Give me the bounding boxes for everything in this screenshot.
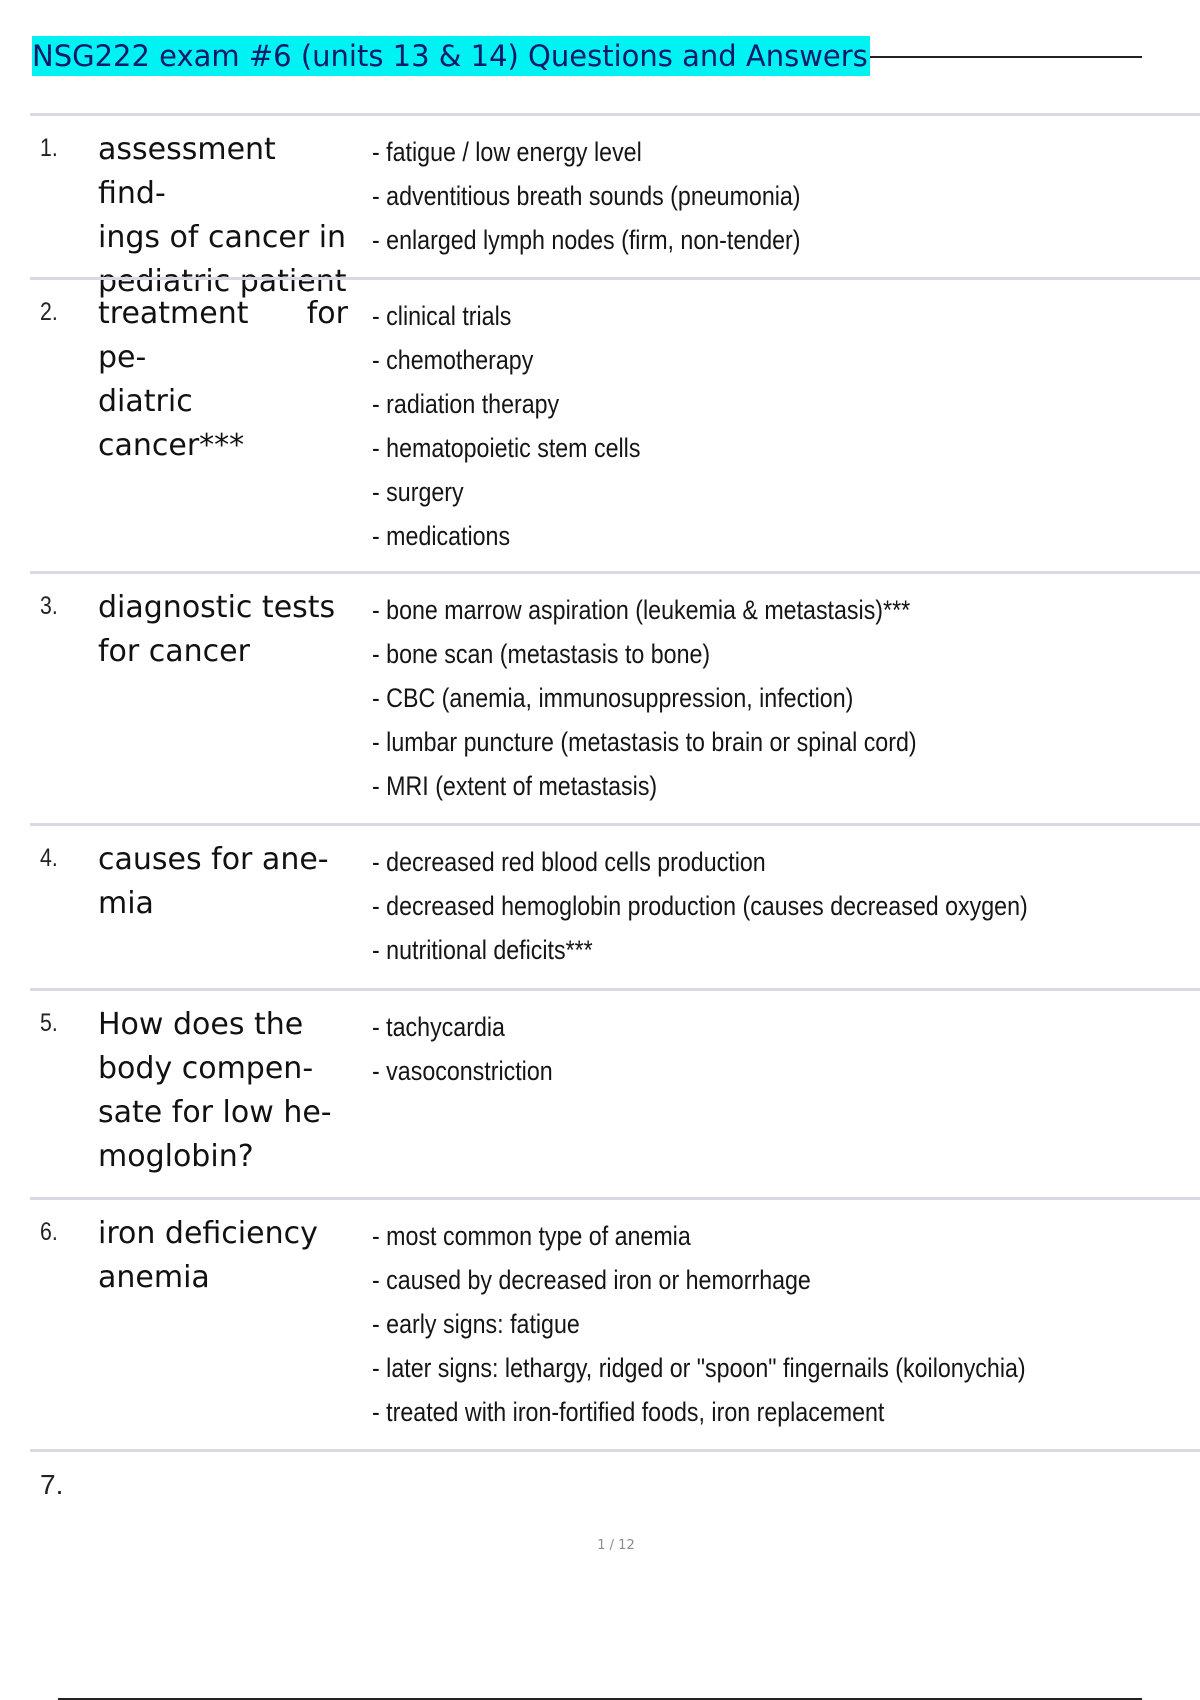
qa-row: [30, 571, 1200, 823]
answer-item: - hematopoietic stem cells: [372, 433, 641, 463]
row-number: 5.: [40, 1009, 58, 1037]
answer-list: [372, 130, 1192, 262]
row-number: 1.: [40, 134, 58, 162]
answer-item: - enlarged lymph nodes (firm, non-tender): [372, 225, 801, 255]
answer-item: - CBC (anemia, immunosuppression, infection): [372, 683, 854, 713]
answer-list: [372, 1214, 1192, 1434]
answer-item: - caused by decreased iron or hemorrhage: [372, 1265, 811, 1295]
answer-item: - MRI (extent of metastasis): [372, 771, 658, 801]
row-divider: [30, 1449, 1200, 1452]
answer-item: - chemotherapy: [372, 345, 534, 375]
row-number: 4.: [40, 844, 58, 872]
answer-list: [372, 840, 1192, 972]
answer-item: - early signs: fatigue: [372, 1309, 580, 1339]
answer-item: - nutritional deficits***: [372, 935, 593, 965]
qa-row: [30, 1197, 1200, 1449]
answer-item: - vasoconstriction: [372, 1056, 553, 1086]
answer-item: - fatigue / low energy level: [372, 137, 642, 167]
row-number: 7.: [40, 1469, 64, 1500]
answer-item: - surgery: [372, 477, 464, 507]
question-text: iron deficiency anemia: [98, 1216, 318, 1295]
answer-item: - lumbar puncture (metastasis to brain or spinal cord): [372, 727, 917, 757]
row-number: 6.: [40, 1218, 58, 1246]
question-text: treatment for pe- diatric cancer***: [98, 296, 348, 463]
question-text: assessment find- ings of cancer in pediatric patient: [98, 132, 347, 299]
question-text: diagnostic tests for cancer: [98, 590, 336, 669]
answer-item: - decreased red blood cells production: [372, 847, 766, 877]
page-counter: 1 / 12: [597, 1538, 635, 1553]
answer-list: [372, 588, 1192, 808]
answer-item: - bone scan (metastasis to bone): [372, 639, 711, 669]
answer-item: - later signs: lethargy, ridged or "spoon" fingernails (koilonychia): [372, 1353, 1026, 1383]
qa-row: [30, 277, 1200, 571]
answer-item: - most common type of anemia: [372, 1221, 691, 1251]
answer-item: - adventitious breath sounds (pneumonia): [372, 181, 801, 211]
question-text: causes for ane- mia: [98, 842, 329, 921]
answer-item: - clinical trials: [372, 301, 512, 331]
qa-table: [30, 113, 1200, 1452]
document-header: [32, 36, 1142, 78]
qa-row: [30, 988, 1200, 1197]
answer-list: [372, 1005, 1192, 1093]
row-number: 2.: [40, 298, 58, 326]
answer-item: - medications: [372, 521, 511, 551]
answer-list: [372, 294, 1192, 558]
answer-item: - decreased hemoglobin production (causes decreased oxygen): [372, 891, 1028, 921]
answer-item: - bone marrow aspiration (leukemia & metastasis)***: [372, 595, 911, 625]
qa-row: [30, 823, 1200, 988]
answer-item: - radiation therapy: [372, 389, 560, 419]
document-title: NSG222 exam #6 (units 13 & 14) Questions and Answers: [32, 36, 870, 76]
answer-item: - treated with iron-fortified foods, iron replacement: [372, 1397, 885, 1427]
row-number: 3.: [40, 592, 58, 620]
qa-row: [30, 113, 1200, 299]
question-text: How does the body compen- sate for low he- moglobin?: [98, 1007, 332, 1174]
answer-item: - tachycardia: [372, 1012, 505, 1042]
